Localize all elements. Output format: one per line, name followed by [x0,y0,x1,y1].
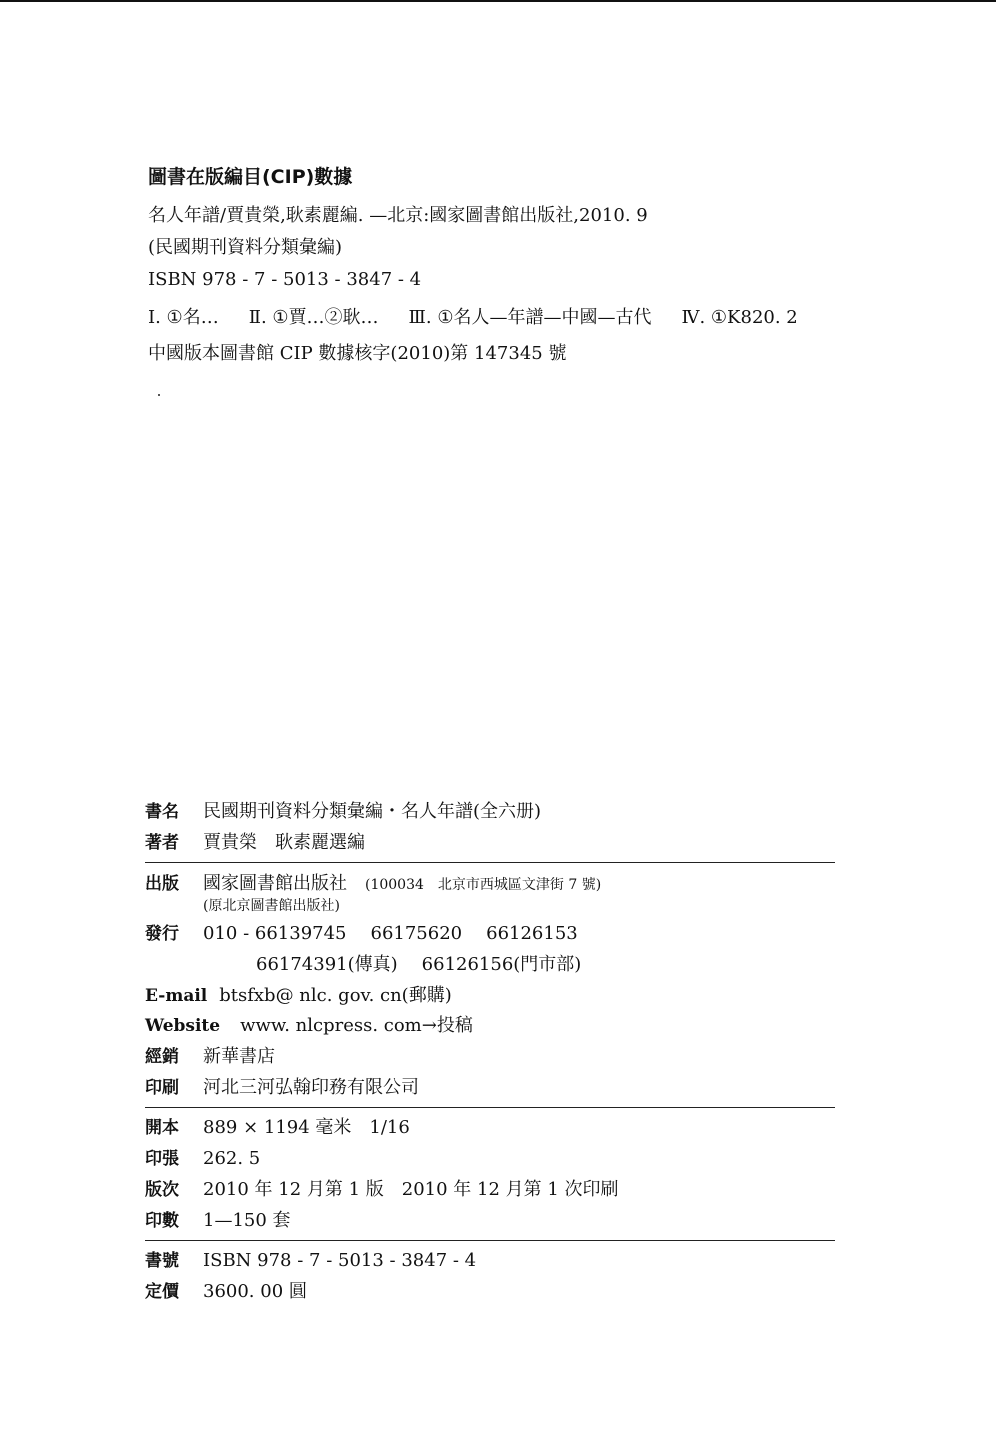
dealer-label: 經銷 [145,1047,179,1067]
format-row [145,1116,410,1140]
distribution-row-2 [256,953,581,977]
divider-1 [145,862,835,863]
distribution-label: 發行 [145,924,179,944]
publisher-value: 國家圖書館出版社 [203,873,347,894]
print-run-value: 1—150 套 [203,1210,291,1231]
sheets-value: 262. 5 [203,1148,261,1169]
email-row [145,984,452,1008]
publisher-row [145,872,601,897]
title-value: 民國期刊資料分類彙編・名人年譜(全六册) [203,801,542,822]
printer-value: 河北三河弘翰印務有限公司 [203,1077,419,1098]
publisher-address: (100034 北京市西城區文津街 7 號) [365,877,602,893]
cip-class-3: Ⅲ. ①名人—年譜—中國—古代 [408,307,652,328]
publisher-former-name: (原北京圖書館出版社) [203,898,340,914]
cip-class-2: Ⅱ. ①賈…②耿… [248,307,379,328]
print-run-row [145,1209,291,1233]
cip-class-1: Ⅰ. ①名… [148,307,219,328]
dealer-row [145,1045,275,1069]
book-number-value: ISBN 978 - 7 - 5013 - 3847 - 4 [203,1250,477,1271]
title-row [145,800,541,824]
phone-fax: 66174391(傳真) [256,954,398,975]
sheets-label: 印張 [145,1149,179,1169]
edition-row [145,1178,619,1202]
phone-1: 010 - 66139745 [203,923,347,944]
sheets-row [145,1147,260,1171]
divider-2 [145,1107,835,1108]
cip-classification-line [148,306,908,330]
email-value: btsfxb@ nlc. gov. cn(郵購) [219,985,452,1006]
author-value: 賈貴榮 耿素麗選編 [203,832,365,853]
price-label: 定價 [145,1282,179,1302]
printer-label: 印刷 [145,1078,179,1098]
email-label: E-mail [145,986,208,1006]
phone-store: 66126156(門市部) [421,954,582,975]
author-label: 著者 [145,833,179,853]
format-label: 開本 [145,1118,179,1138]
divider-3 [145,1240,835,1241]
cip-isbn-line: ISBN 978 - 7 - 5013 - 3847 - 4 [148,269,422,290]
cip-heading: 圖書在版編目(CIP)數據 [148,166,353,188]
edition-value: 2010 年 12 月第 1 版 2010 年 12 月第 1 次印刷 [203,1179,619,1200]
distribution-row [145,922,578,946]
print-run-label: 印數 [145,1211,179,1231]
printer-row [145,1076,419,1100]
author-row [145,831,365,855]
price-row [145,1280,307,1304]
format-value: 889 × 1194 毫米 1/16 [203,1117,410,1138]
website-row [145,1014,473,1038]
website-value: www. nlcpress. com→投稿 [240,1015,473,1036]
cip-data-block [148,163,908,366]
publisher-label: 出版 [145,874,179,894]
book-number-label: 書號 [145,1251,179,1271]
title-label: 書名 [145,802,179,822]
cip-series-line: (民國期刊資料分類彙編) [148,237,343,258]
cip-title-line: 名人年譜/賈貴榮,耿素麗編. —北京:國家圖書館出版社,2010. 9 [148,205,648,226]
stray-dot [158,394,160,396]
book-number-row [145,1249,476,1273]
price-value: 3600. 00 圓 [203,1281,307,1302]
cip-verification-line: 中國版本圖書館 CIP 數據核字(2010)第 147345 號 [148,343,567,364]
website-label: Website [145,1016,221,1036]
phone-2: 66175620 [370,923,463,944]
cip-class-4: Ⅳ. ①K820. 2 [681,307,798,328]
phone-3: 66126153 [486,923,578,944]
dealer-value: 新華書店 [203,1046,275,1067]
top-border-line [0,0,996,2]
edition-label: 版次 [145,1180,179,1200]
